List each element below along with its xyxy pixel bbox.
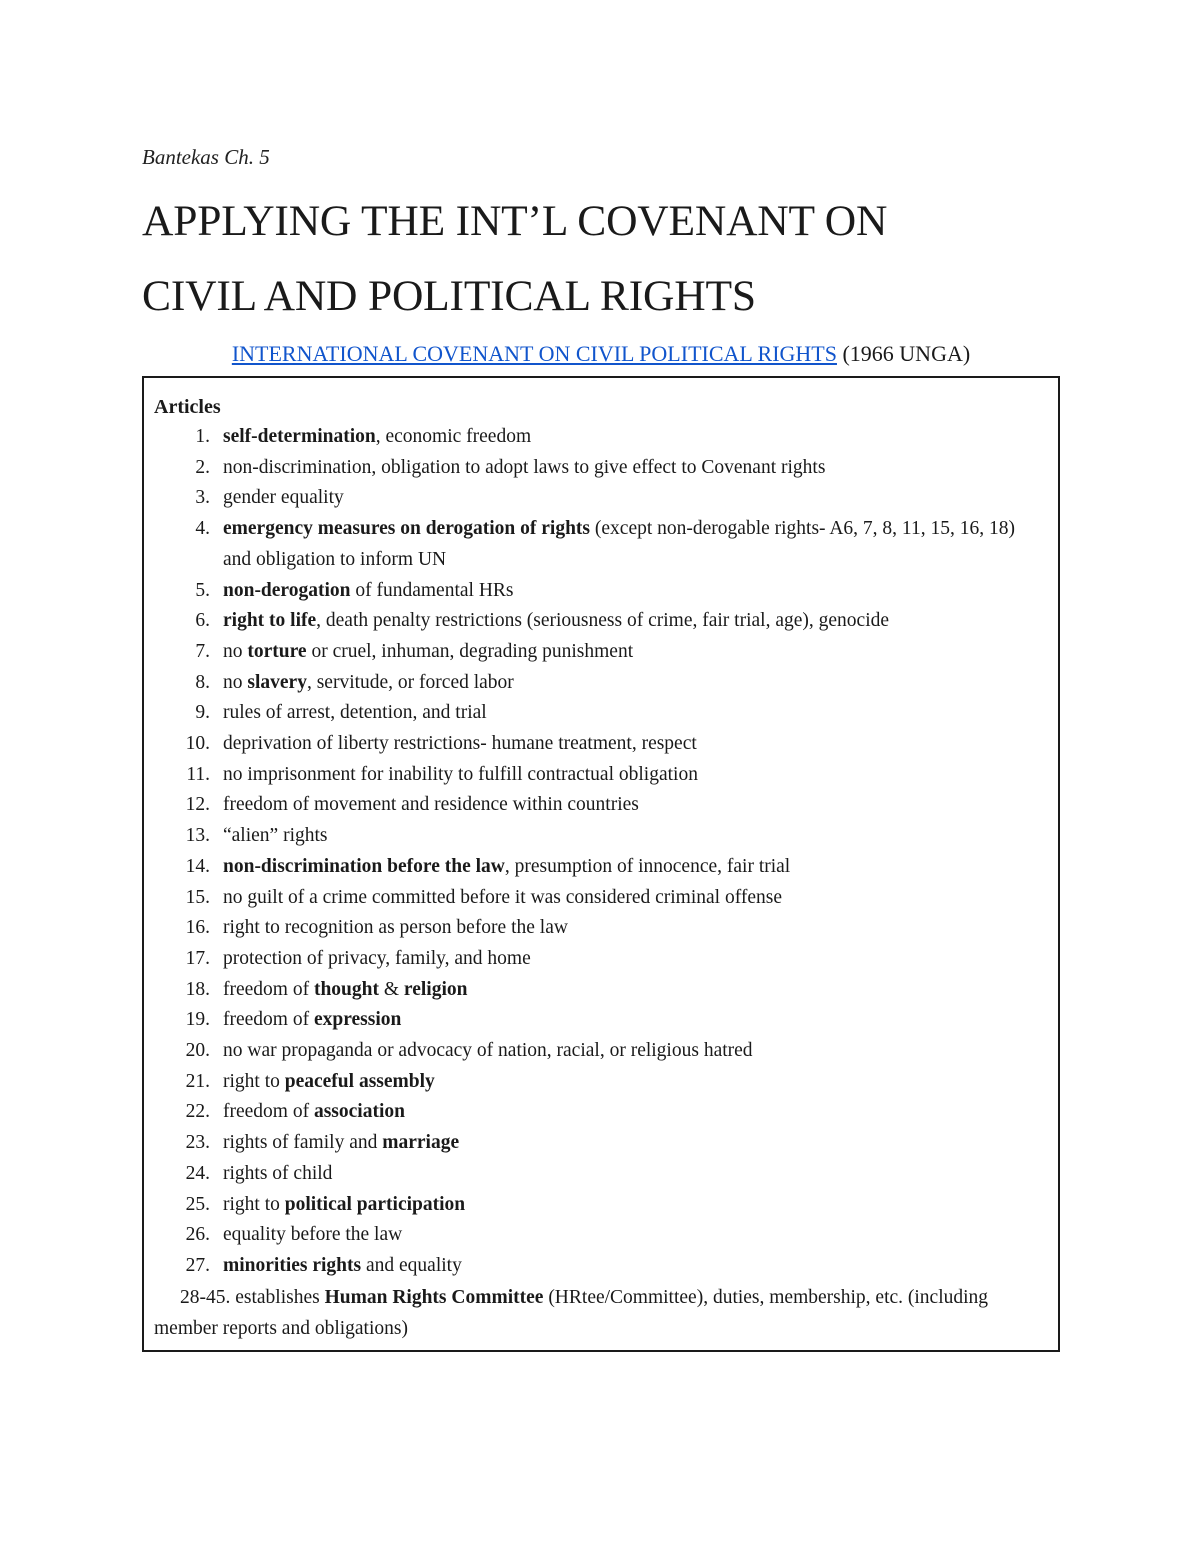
text-run: rights of child [223, 1162, 333, 1184]
list-item [144, 883, 1044, 914]
list-item [144, 1190, 1044, 1221]
bold-text: emergency measures on derogation of rights [223, 518, 591, 540]
list-item [144, 422, 1044, 453]
list-item [144, 821, 1044, 852]
list-item [144, 1005, 1044, 1036]
bold-text: minorities rights [223, 1254, 362, 1276]
article-number: 9. [195, 702, 210, 724]
list-item [144, 1128, 1044, 1159]
list-item [144, 1251, 1044, 1282]
text-run: equality before the law [223, 1224, 403, 1246]
article-number: 7. [195, 640, 210, 662]
article-number: 25. [185, 1193, 210, 1215]
covenant-subheading [142, 341, 1060, 367]
text-run: freedom of movement and residence within countries [223, 794, 639, 816]
articles-tail-note [154, 1282, 1044, 1344]
list-item [144, 514, 1044, 575]
article-number: 17. [185, 947, 210, 969]
text-run: of fundamental HRs [350, 579, 514, 601]
list-item [144, 453, 1044, 484]
article-number: 22. [185, 1101, 210, 1123]
list-item [144, 698, 1044, 729]
list-item [144, 1220, 1044, 1251]
text-run: , presumption of innocence, fair trial [504, 855, 791, 877]
list-item [144, 852, 1044, 883]
text-run: gender equality [223, 487, 344, 509]
bold-text: religion [403, 978, 468, 1000]
iccpr-link[interactable]: INTERNATIONAL COVENANT ON CIVIL POLITICAL RIGHTS [231, 341, 837, 366]
article-number: 24. [185, 1162, 210, 1184]
text-run: right to [223, 1193, 285, 1215]
bold-text: Human Rights Committee [324, 1287, 544, 1308]
article-number: 11. [186, 763, 210, 785]
list-item [144, 913, 1044, 944]
text-run: right to [223, 1070, 285, 1092]
article-number: 13. [185, 825, 210, 847]
list-item [144, 483, 1044, 514]
bold-text: association [313, 1101, 405, 1123]
subheading-suffix: (1966 UNGA) [836, 341, 971, 366]
list-item [144, 668, 1044, 699]
article-number: 18. [185, 978, 210, 1000]
article-number: 14. [185, 855, 210, 877]
text-run: no guilt of a crime committed before it was considered criminal offense [223, 886, 782, 908]
page-title [142, 184, 1102, 334]
text-run: no [223, 640, 248, 662]
bold-text: self-determination [223, 426, 376, 447]
article-number: 6. [195, 610, 210, 632]
list-item [144, 729, 1044, 760]
text-run: deprivation of liberty restrictions- humane treatment, respect [223, 733, 697, 755]
text-run: or cruel, inhuman, degrading punishment [306, 640, 634, 662]
article-number: 5. [195, 579, 210, 601]
text-run: 28-45. establishes [180, 1287, 325, 1308]
article-number: 26. [185, 1224, 210, 1246]
text-run: freedom of [223, 1009, 314, 1031]
articles-list [144, 422, 1044, 1282]
list-item [144, 760, 1044, 791]
article-number: 23. [185, 1132, 210, 1154]
title-line-1: APPLYING THE INT’L COVENANT ON [142, 197, 888, 245]
articles-box [142, 376, 1060, 1352]
article-number: 2. [195, 456, 210, 478]
text-run: “alien” rights [223, 825, 328, 847]
bold-text: non-derogation [223, 579, 351, 601]
text-run: freedom of [223, 1101, 314, 1123]
bold-text: torture [247, 640, 307, 662]
list-item [144, 606, 1044, 637]
article-number: 19. [185, 1009, 210, 1031]
text-run: , economic freedom [375, 426, 532, 447]
text-run: & [379, 978, 404, 1000]
list-item [144, 1036, 1044, 1067]
list-item [144, 944, 1044, 975]
bold-text: peaceful assembly [284, 1070, 435, 1092]
text-run: non-discrimination, obligation to adopt laws to give effect to Covenant rights [223, 456, 826, 478]
title-line-2: CIVIL AND POLITICAL RIGHTS [142, 272, 756, 320]
bold-text: expression [313, 1009, 402, 1031]
list-item [144, 637, 1044, 668]
article-number: 20. [185, 1040, 210, 1062]
article-number: 4. [195, 518, 210, 540]
bold-text: slavery [247, 671, 307, 693]
text-run: (HRtee/Committee), duties, membership, etc. (including member reports and obligations) [154, 1287, 989, 1339]
list-item [144, 1067, 1044, 1098]
article-number: 1. [195, 426, 210, 447]
article-number: 15. [185, 886, 210, 908]
list-item [144, 1159, 1044, 1190]
text-run: freedom of [223, 978, 314, 1000]
article-number: 12. [185, 794, 210, 816]
article-number: 27. [185, 1254, 210, 1276]
text-run: no war propaganda or advocacy of nation, racial, or religious hatred [223, 1040, 753, 1062]
text-run: right to recognition as person before the law [223, 917, 568, 939]
article-number: 8. [195, 671, 210, 693]
bold-text: political participation [284, 1193, 466, 1215]
list-item [144, 975, 1044, 1006]
text-run: and equality [361, 1254, 462, 1276]
article-number: 10. [185, 733, 210, 755]
chapter-reference: Bantekas Ch. 5 [142, 145, 270, 169]
list-item [144, 790, 1044, 821]
text-run: rules of arrest, detention, and trial [223, 702, 487, 724]
articles-label: Articles [154, 396, 221, 418]
bold-text: marriage [382, 1132, 460, 1154]
list-item [144, 1097, 1044, 1128]
article-number: 21. [185, 1070, 210, 1092]
bold-text: thought [313, 978, 379, 1000]
text-run: , servitude, or forced labor [306, 671, 514, 693]
list-item [144, 576, 1044, 607]
text-run: protection of privacy, family, and home [223, 947, 531, 969]
text-run: rights of family and [223, 1132, 383, 1154]
article-number: 16. [185, 917, 210, 939]
bold-text: non-discrimination before the law [223, 855, 505, 877]
text-run: no imprisonment for inability to fulfill contractual obligation [223, 763, 698, 785]
bold-text: right to life [223, 610, 317, 632]
article-number: 3. [195, 487, 210, 509]
text-run: no [223, 671, 248, 693]
text-run: , death penalty restrictions (seriousness of crime, fair trial, age), genocide [316, 610, 890, 632]
text-run: (except non-derogable rights- A6, 7, 8, 11, 15, 16, 18) and obligation to inform UN [223, 518, 1015, 570]
